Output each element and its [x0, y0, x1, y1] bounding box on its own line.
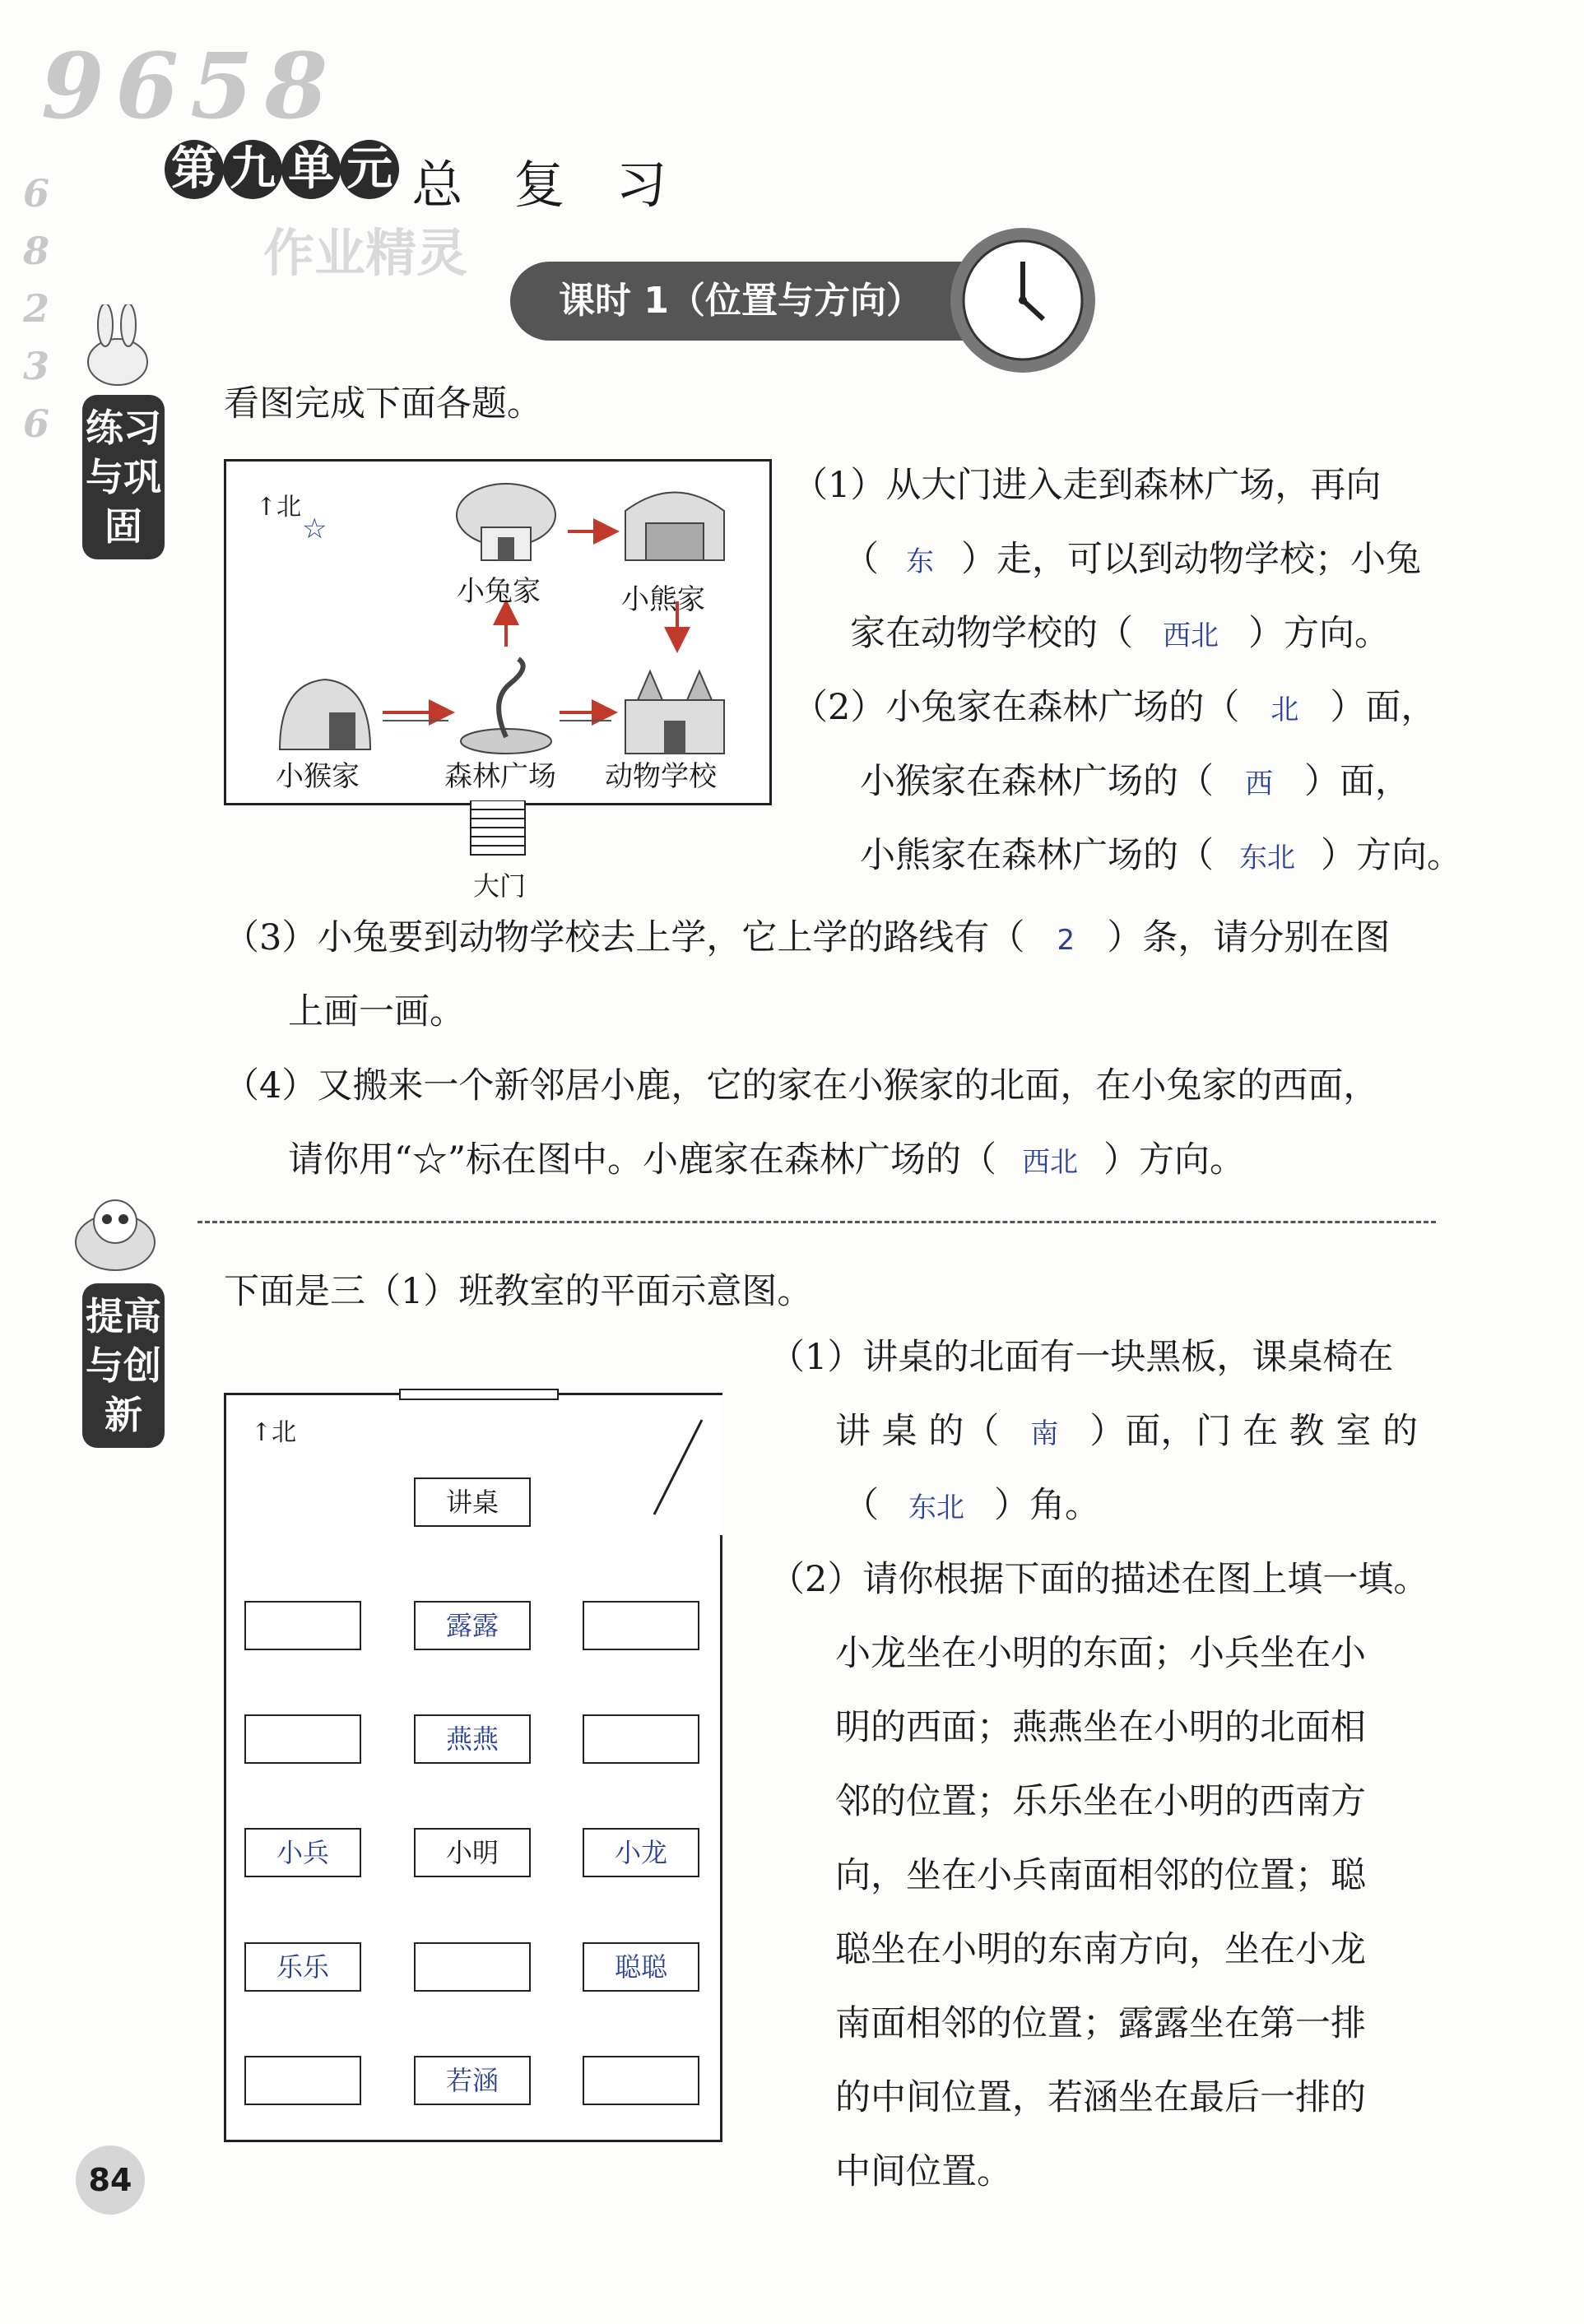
q1-part2-line1-post: ）面， [1330, 687, 1437, 728]
seat [244, 1601, 361, 1650]
q2-part2-line: （2）请你根据下面的描述在图上填一填。 [769, 1559, 1429, 1600]
gate-label: 大门 [473, 870, 527, 902]
lesson-banner [510, 262, 971, 341]
page-number-text: 84 [88, 2162, 132, 2198]
q2-part1-line3 [843, 1468, 1100, 1545]
classroom-north-arrow: ↑北 [251, 1418, 297, 1447]
answer-northwest: 西北 [1163, 619, 1219, 652]
q2-part1-line2-post: ）面，门 在 教 室 的 [1089, 1411, 1419, 1452]
seat [414, 1942, 531, 1992]
q1-part4-line2-post: ）方向。 [1103, 1139, 1245, 1181]
q2-part1-line3-post: ）角。 [994, 1485, 1100, 1526]
lesson-label: 课时 1（位置与方向） [559, 280, 922, 322]
q1-part1-line3-post: ）方向。 [1248, 613, 1390, 654]
door-icon [646, 1412, 712, 1519]
seat [583, 2056, 699, 2105]
q1-part3-line1 [224, 901, 1390, 977]
q1-part2-line3-post: ）方向。 [1321, 835, 1462, 876]
place-label: 森林广场 [444, 760, 556, 793]
q2-part2-line: 的中间位置，若涵坐在最后一排的 [835, 2077, 1366, 2118]
seat [583, 1714, 699, 1764]
q1-part4-line1: （4）又搬来一个新邻居小鹿，它的家在小猴家的北面，在小兔家的西面， [224, 1065, 1379, 1106]
q1-part3-line1-pre: （3）小兔要到动物学校去上学，它上学的路线有（ [224, 917, 1025, 958]
seat [244, 1714, 361, 1764]
q2-part2-line: 小龙坐在小明的东面；小兵坐在小 [835, 1633, 1366, 1674]
unit-title [165, 140, 667, 217]
q1-part2-line3 [860, 819, 1462, 895]
section-divider [197, 1221, 1436, 1223]
classroom-plan [224, 1393, 722, 2142]
panda-mascot-icon [58, 1185, 173, 1275]
answer-deer-direction: 西北 [1021, 1146, 1078, 1179]
seat: 露露 [414, 1601, 531, 1650]
q2-intro: 下面是三（1）班教室的平面示意图。 [224, 1271, 813, 1312]
seat: 聪聪 [583, 1942, 699, 1992]
unit-title-rest: 总 复 习 [411, 155, 667, 215]
seat: 若涵 [414, 2056, 531, 2105]
q2-part2-line: 聪坐在小明的东南方向，坐在小龙 [835, 1929, 1366, 1970]
q1-part2-line2-pre: 小猴家在森林广场的（ [860, 761, 1214, 802]
rabbit-mascot-icon [72, 304, 163, 387]
q1-part3-line2: 上画一画。 [288, 991, 465, 1032]
watermark: 作业精灵 [263, 223, 468, 283]
q2-part1-line2 [835, 1394, 1418, 1471]
place-label: 小兔家 [457, 575, 541, 608]
seat [583, 1601, 699, 1650]
forest-map [224, 459, 772, 805]
answer-east: 东 [906, 545, 934, 578]
q1-part2-line3-pre: 小熊家在森林广场的（ [860, 835, 1214, 876]
decorative-digits: 9658 [41, 33, 340, 139]
q1-part4-line2 [288, 1123, 1245, 1199]
q1-part3-line1-post: ）条，请分别在图 [1107, 917, 1391, 958]
unit-char: 第 [165, 140, 224, 199]
place-label: 动物学校 [605, 760, 717, 793]
place-label: 小熊家 [621, 583, 705, 616]
q1-part2-line2 [860, 745, 1410, 821]
q2-part2-line: 向，坐在小兵南面相邻的位置；聪 [835, 1855, 1366, 1896]
paren-open: （ [843, 539, 879, 580]
seat: 乐乐 [244, 1942, 361, 1992]
blackboard [399, 1389, 559, 1400]
q1-part2-line2-post: ）面， [1304, 761, 1410, 802]
answer-door-corner: 东北 [908, 1491, 964, 1524]
decorative-digit-column: 6 8 2 3 6 [23, 171, 50, 446]
q1-part2-line1-pre: （2）小兔家在森林广场的（ [792, 687, 1240, 728]
q2-part2-line: 明的西面；燕燕坐在小明的北面相 [835, 1707, 1366, 1748]
q1-part1-line1: （1）从大门进入走到森林广场，再向 [792, 465, 1382, 506]
seat: 小明 [414, 1828, 531, 1877]
answer-north: 北 [1270, 693, 1299, 726]
q2-part2-line: 南面相邻的位置；露露坐在第一排 [835, 2003, 1366, 2044]
clock-icon [945, 222, 1101, 378]
seat: 小龙 [583, 1828, 699, 1877]
q2-part2-line: 邻的位置；乐乐坐在小明的西南方 [835, 1781, 1366, 1822]
answer-south: 南 [1030, 1417, 1059, 1450]
seat: 燕燕 [414, 1714, 531, 1764]
map-north-arrow: ↑北 [256, 493, 302, 522]
q1-part1-line2 [843, 522, 1421, 599]
place-label: 小猴家 [276, 760, 360, 793]
unit-char: 元 [340, 140, 399, 199]
teacher-desk: 讲桌 [414, 1477, 531, 1527]
practice-label [82, 395, 165, 559]
q1-part4-line2-pre: 请你用“☆”标在图中。小鹿家在森林广场的（ [288, 1139, 996, 1181]
answer-west: 西 [1245, 768, 1273, 800]
q2-part1-line3-pre: （ [843, 1485, 879, 1526]
improve-label [82, 1283, 165, 1448]
improve-label-text: 提高与创新 [86, 1294, 161, 1437]
q1-intro: 看图完成下面各题。 [224, 383, 542, 424]
answer-northeast: 东北 [1239, 842, 1295, 874]
unit-char: 九 [223, 140, 282, 199]
seat: 小兵 [244, 1828, 361, 1877]
gate-stairs-icon [469, 800, 527, 856]
q1-part1-line2-text: ）走，可以到动物学校；小兔 [961, 539, 1421, 580]
q2-part1-line2-pre: 讲 桌 的（ [835, 1411, 1000, 1452]
q1-part1-line3-pre: 家在动物学校的（ [850, 613, 1133, 654]
map-star: ☆ [302, 513, 327, 545]
map-paths [226, 462, 769, 803]
q2-part1-line1: （1）讲桌的北面有一块黑板，课桌椅在 [769, 1337, 1394, 1378]
seat [244, 2056, 361, 2105]
page-number [76, 2145, 145, 2215]
practice-label-text: 练习与巩固 [86, 406, 161, 549]
q2-part2-line: 中间位置。 [835, 2151, 1012, 2192]
q1-part1-line3 [850, 596, 1390, 673]
answer-routes: 2 [1057, 924, 1075, 957]
q1-part2-line1 [792, 670, 1436, 747]
unit-char: 单 [281, 140, 341, 199]
